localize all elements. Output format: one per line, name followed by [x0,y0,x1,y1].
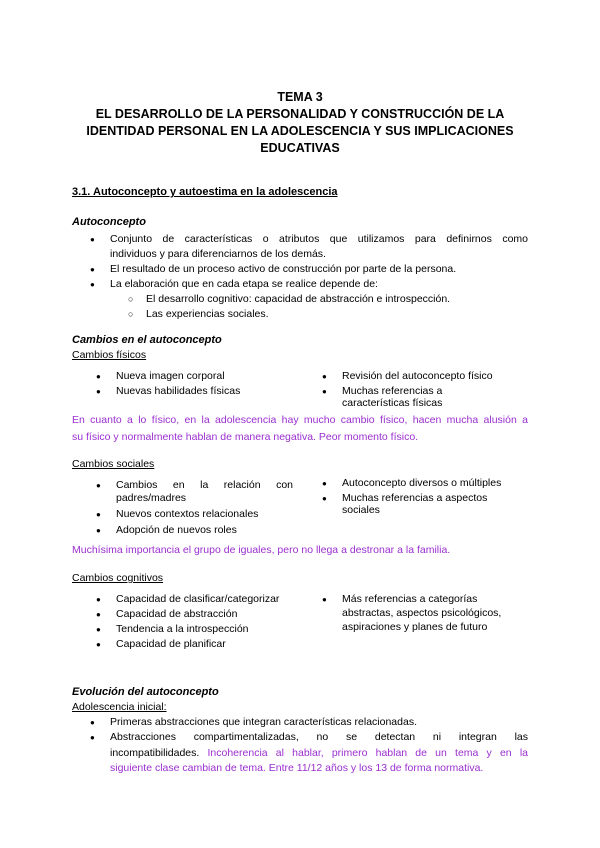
bullet-icon: ● [90,265,95,274]
title-line: IDENTIDAD PERSONAL EN LA ADOLESCENCIA Y SUS IMPLICACIONES [86,124,514,138]
list-item [96,369,225,384]
list-item-text: abstractas, aspectos psicológicos, [342,607,502,619]
sub-list-item [128,292,450,307]
bullet-icon: ● [96,625,101,634]
note-text [72,412,528,446]
title-line: TEMA 3 [277,90,323,104]
list-item [96,507,258,522]
list-item-text: Cambios en la relación con [116,479,293,491]
bullet-icon: ● [96,372,101,381]
list-item-text: sociales [342,504,380,516]
list-item [96,384,240,399]
list-item-text: Conjunto de características o atributos que utilizamos para definirnos como [110,233,528,245]
list-item [90,262,456,277]
list-item-text: El resultado de un proceso activo de construcción por parte de la persona. [110,263,457,275]
highlight-span: Incoherencia al hablar, primero hablan de un tema y en la [199,746,528,759]
list-item [322,476,501,491]
cambios-sociales-label: Cambios sociales [72,458,155,470]
bullet-icon: ● [90,733,95,742]
list-item [322,491,487,518]
list-item-text: características físicas [342,397,443,409]
bullet-icon: ● [96,595,101,604]
list-item [322,369,493,384]
circle-bullet-icon: ○ [128,309,134,319]
evolucion-heading: Evolución del autoconcepto [72,686,219,698]
list-item-text: La elaboración que en cada etapa se realice depende de: [110,278,378,290]
list-item [90,730,528,777]
bullet-icon: ● [96,387,101,396]
list-item-text: Las experiencias sociales. [146,308,269,320]
note-text: Muchísima importancia el grupo de iguales, pero no llega a destronar a la familia. [72,544,451,556]
sub-list-item [128,307,269,322]
list-item [90,715,417,730]
list-item-text: El desarrollo cognitivo: capacidad de abstracción e introspección. [146,293,451,305]
list-item-text: Revisión del autoconcepto físico [342,370,493,382]
list-item-text: padres/madres [116,492,187,504]
list-item-text: Nuevos contextos relacionales [116,508,259,520]
list-item-text: Más referencias a categorías [342,593,478,605]
bullet-icon: ● [322,372,327,381]
list-item [96,592,279,607]
list-item [96,523,237,538]
bullet-icon: ● [96,526,101,535]
list-item [96,607,237,622]
bullet-icon: ● [90,235,95,244]
bullet-icon: ● [90,718,95,727]
document-title [60,89,540,157]
list-item-text: individuos y para diferenciarnos de los demás. [110,248,326,260]
note-line: su físico y normalmente hablan de manera negativa. Peor momento físico. [72,431,419,443]
list-item-text: Capacidad de abstracción [116,608,238,620]
cambios-cognitivos-label: Cambios cognitivos [72,572,164,584]
adolescencia-inicial-label: Adolescencia inicial: [72,701,167,713]
list-item-text: Nuevas habilidades físicas [116,385,241,397]
autoconcepto-heading: Autoconcepto [72,216,146,228]
bullet-icon: ● [322,387,327,396]
list-item [96,637,226,652]
list-item [322,384,442,411]
note-line: En cuanto a lo físico, en la adolescencia hay mucho cambio físico, hacen mucha alusión a [72,414,528,426]
list-item [322,592,501,635]
text-span: incompatibilidades. [110,746,200,759]
cambios-heading: Cambios en el autoconcepto [72,334,222,346]
title-line: EL DESARROLLO DE LA PERSONALIDAD Y CONSTRUCCIÓN DE LA [95,107,505,121]
bullet-icon: ● [322,479,327,488]
bullet-icon: ● [90,280,95,289]
bullet-icon: ● [322,595,327,604]
list-item-text: Nueva imagen corporal [116,370,225,382]
list-item-text: siguiente clase cambian de tema. Entre 11/12 años y los 13 de forma normativa. [110,762,484,774]
list-item [90,277,378,292]
list-item [96,478,293,506]
list-item-text: Muchas referencias a [342,385,443,397]
bullet-icon: ● [96,481,101,490]
list-item-text: Autoconcepto diversos o múltiples [342,477,502,489]
list-item [90,232,528,262]
title-line: EDUCATIVAS [260,141,340,155]
bullet-icon: ● [96,610,101,619]
list-item-text: Abstracciones compartimentalizadas, no se detectan ni integran las [110,731,528,743]
list-item-text: Tendencia a la introspección [116,623,249,635]
list-item-text [110,746,528,762]
list-item-text: aspiraciones y planes de futuro [342,621,488,633]
circle-bullet-icon: ○ [128,294,134,304]
bullet-icon: ● [96,640,101,649]
list-item-text: Muchas referencias a aspectos [342,492,488,504]
list-item-text: Capacidad de clasificar/categorizar [116,593,280,605]
list-item-text: Capacidad de planificar [116,638,226,650]
list-item [96,622,249,637]
list-item-text: Adopción de nuevos roles [116,524,237,536]
bullet-icon: ● [322,494,327,503]
bullet-icon: ● [96,510,101,519]
cambios-fisicos-label: Cambios físicos [72,349,147,361]
list-item-text: Primeras abstracciones que integran características relacionadas. [110,716,417,728]
section-heading: 3.1. Autoconcepto y autoestima en la adolescencia [72,186,338,198]
